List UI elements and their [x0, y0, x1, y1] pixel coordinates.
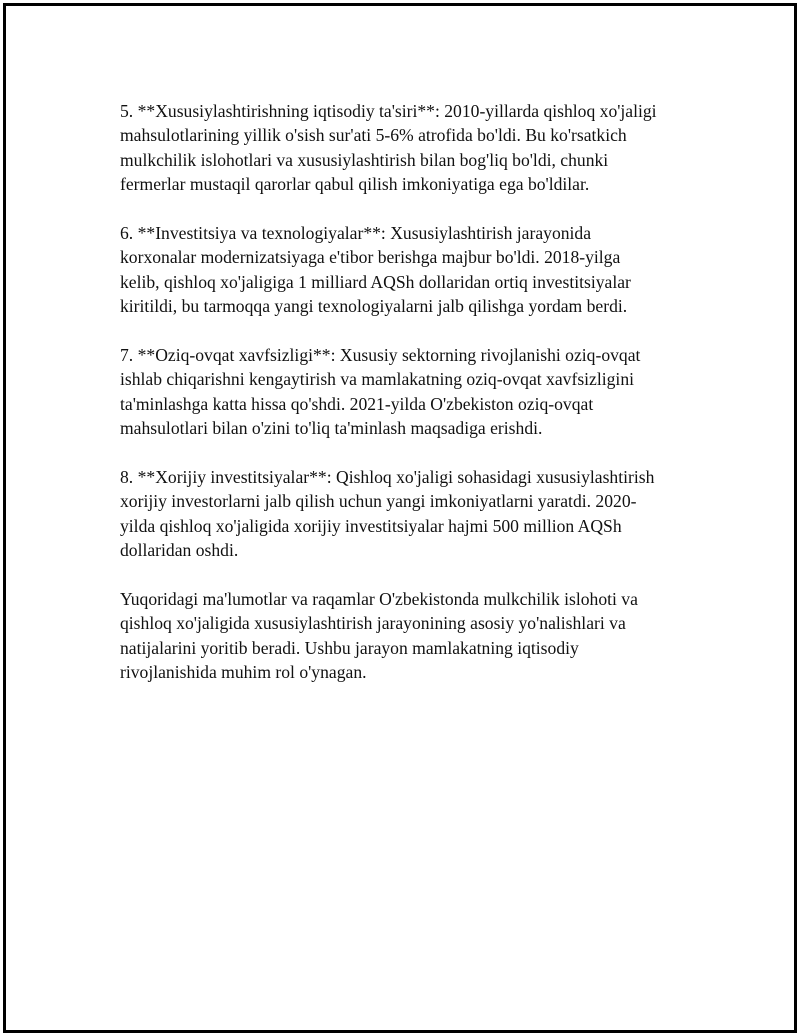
- page-frame: [3, 3, 797, 1033]
- document-body: [120, 99, 700, 709]
- paragraph-foreign-investment: 8. **Xorijiy investitsiyalar**: Qishloq xo'jaligi sohasidagi xususiylashtirish xorijiy investorlarni jalb qilish uchun yangi imkoniyatlarni yaratdi. 2020- yilda qishloq xo'jaligida xorijiy investitsiyalar hajmi 500 million AQSh dollaridan oshdi.: [120, 467, 655, 561]
- paragraph-economic-impact: 5. **Xususiylashtirishning iqtisodiy ta'siri**: 2010-yillarda qishloq xo'jaligi mahsulotlarining yillik o'sish sur'ati 5-6% atrofida bo'ldi. Bu ko'rsatkich mulkchilik islohotlari va xususiylashtirish bilan bog'liq bo'ldi, chunki fermerlar mustaqil qarorlar qabul qilish imkoniyatiga ega bo'ldilar.: [120, 101, 657, 195]
- paragraph-investment-technology: 6. **Investitsiya va texnologiyalar**: Xususiylashtirish jarayonida korxonalar modernizatsiyaga e'tibor berishga majbur bo'ldi. 2018-yilga kelib, qishloq xo'jaligiga 1 milliard AQSh dollaridan ortiq investitsiyalar kiritildi, bu tarmoqqa yangi texnologiyalarni jalb qilishga yordam berdi.: [120, 223, 631, 317]
- paragraph-conclusion: Yuqoridagi ma'lumotlar va raqamlar O'zbekistonda mulkchilik islohoti va qishloq xo'jaligida xususiylashtirish jarayonining asosiy yo'nalishlari va natijalarini yoritib beradi. Ushbu jarayon mamlakatning iqtisodiy rivojlanishida muhim rol o'ynagan.: [120, 589, 638, 683]
- paragraph-food-security: 7. **Oziq-ovqat xavfsizligi**: Xususiy sektorning rivojlanishi oziq-ovqat ishlab chiqarishni kengaytirish va mamlakatning oziq-ovqat xavfsizligini ta'minlashga katta hissa qo'shdi. 2021-yilda O'zbekiston oziq-ovqat mahsulotlari bilan o'zini to'liq ta'minlash maqsadiga erishdi.: [120, 345, 641, 439]
